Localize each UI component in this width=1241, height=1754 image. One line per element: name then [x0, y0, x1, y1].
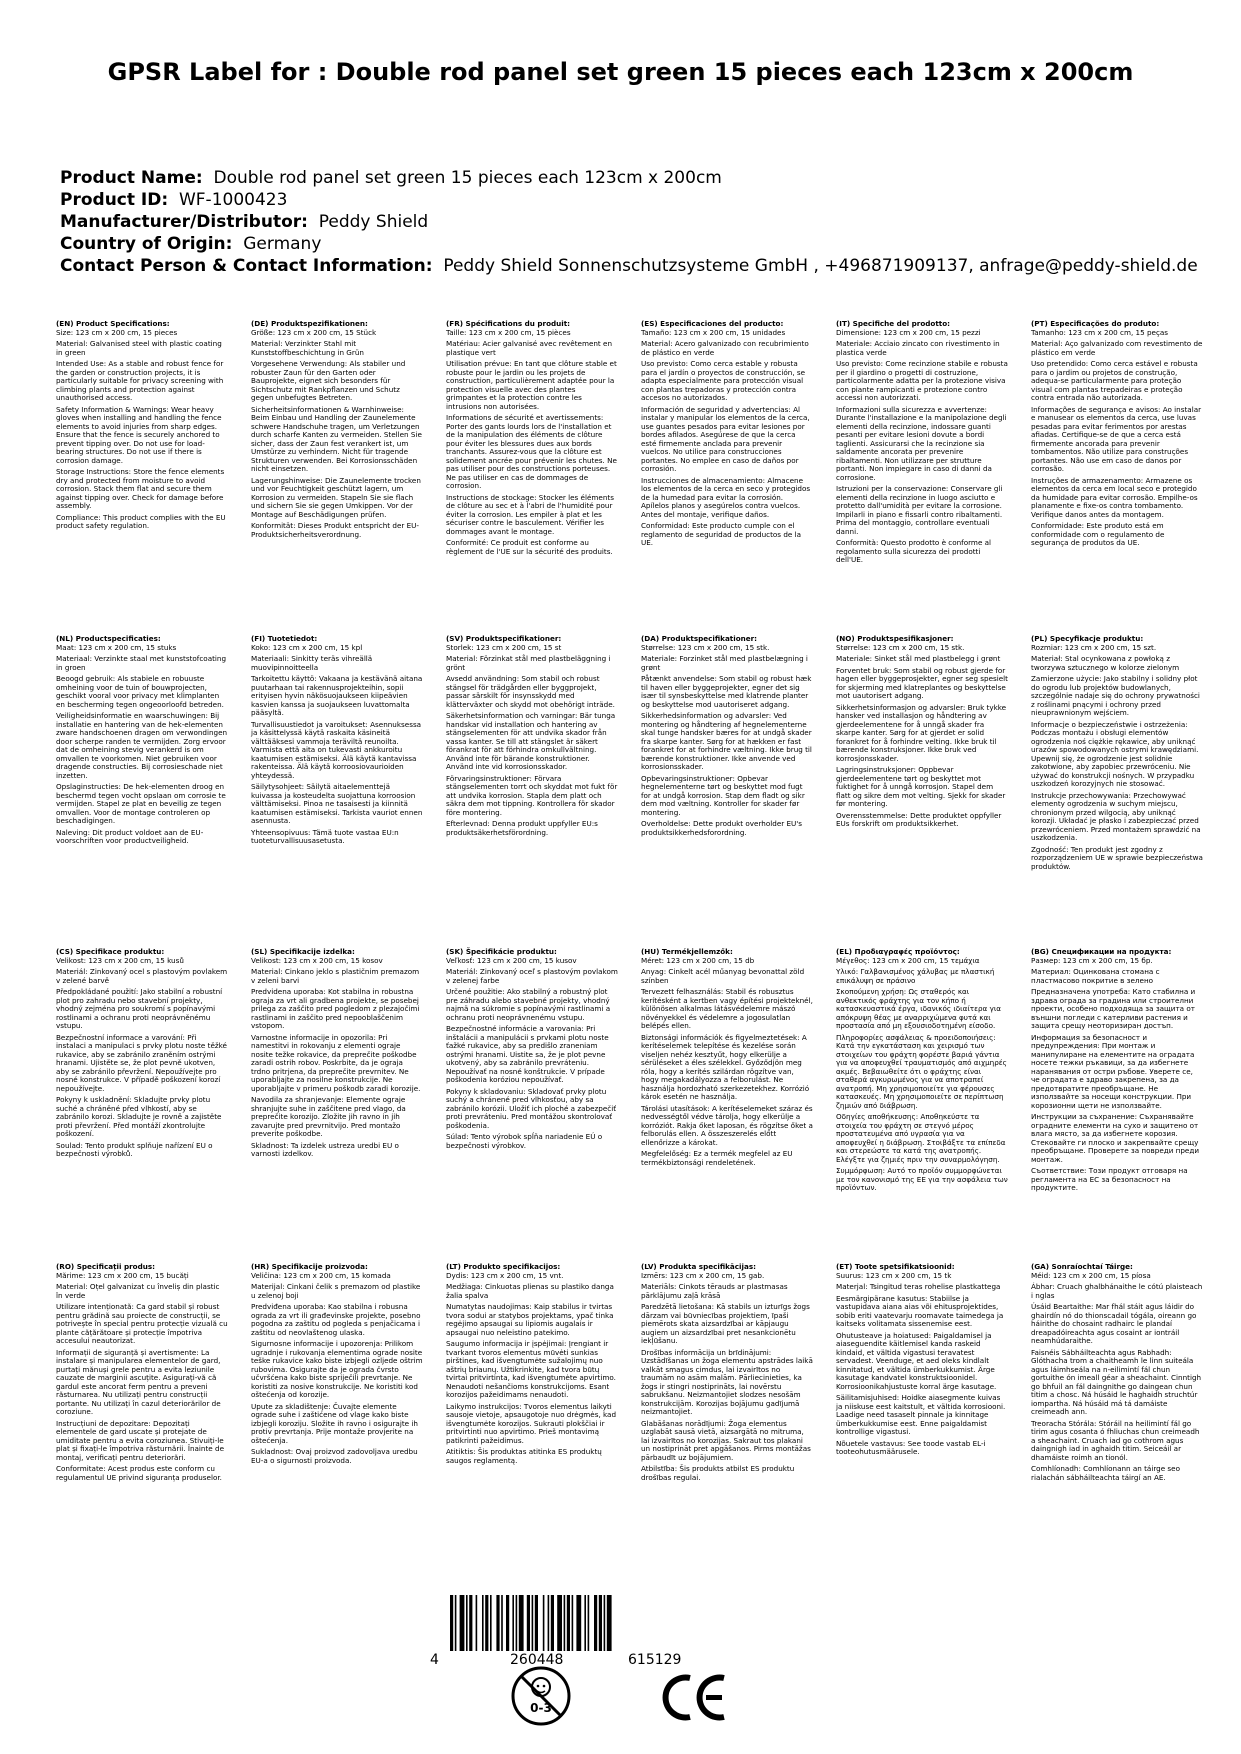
- section-paragraph: Sukladnost: Ovaj proizvod zadovoljava uredbu EU-a o sigurnosti proizvoda.: [251, 1447, 418, 1465]
- section-paragraph: Uso previsto: Come recinzione stabile e robusta per il giardino o progetti di costruzione, particolarmente adatta per la protezione visiva con piante rampicanti e protezione contro accessi non autorizzati.: [836, 359, 1008, 402]
- section-paragraph: Compliance: This product complies with the EU product safety regulation.: [56, 512, 226, 530]
- section-paragraph: Zamierzone użycie: Jako stabilny i solidny płot do ogrodu lub projektów budowlanych, szczególnie nadaje się do ochrony prywatności z roślinami pnącymi i ochrony przed nieuprawnionym wejściem.: [1031, 674, 1200, 717]
- section-paragraph: Zgodność: Ten produkt jest zgodny z rozporządzeniem UE w sprawie bezpieczeństwa produktów.: [1031, 844, 1203, 871]
- section-paragraph: Naleving: Dit product voldoet aan de EU-voorschriften voor productveiligheid.: [56, 827, 204, 845]
- svg-text:0-3: 0-3: [530, 1701, 552, 1715]
- barcode-bar: [469, 1595, 472, 1651]
- section-paragraph: Tamanho: 123 cm x 200 cm, 15 peças: [1031, 327, 1169, 337]
- section-paragraph: Veiligheidsinformatie en waarschuwingen: Bij installatie en hantering van de hek-elementen zware handschoenen dragen om verwondingen door scherpe randen te vermijden. Zorg ervoor dat de omheining stevig verankerd is om omvallen te voorkomen. Niet gebruiken voor dragende constructies. Bij corrosieschade niet inzetten.: [56, 711, 228, 780]
- section-paragraph: Megfelelőség: Ez a termék megfelel az EU termékbiztonsági rendeletének.: [641, 1149, 793, 1167]
- barcode-bar: [512, 1595, 514, 1651]
- language-section: [251, 948, 423, 1162]
- section-paragraph: Informazioni sulla sicurezza e avvertenze: Durante l'installazione e la manipolazione degli elementi della recinzione, indossare guanti pesanti per evitare lesioni dovute a bordi taglienti. Assicurarsi che la recinzione sia saldamente ancorata per prevenire ribaltamenti. Non utilizzare per strutture portanti. Non impiegare in caso di danni da corrosione.: [836, 404, 1007, 482]
- section-paragraph: Efterlevnad: Denna produkt uppfyller EU:s produktsäkerhetsförordning.: [446, 819, 598, 837]
- section-heading: (SV) Produktspecifikationer:: [446, 634, 562, 643]
- language-section: [641, 635, 813, 840]
- section-paragraph: Sigurnosne informacije i upozorenja: Prilikom ugradnje i rukovanja elementima ograde nosite teške rukavice kako biste izbjegli ozljede oštrim rubovima. Osigurajte da je ograda čvrsto učvršćena kako biste spriječili prevrtanje. Ne koristiti za nosive konstrukcije. Ne koristiti kod oštećenja od korozije.: [251, 1339, 423, 1399]
- section-paragraph: Materiale: Acciaio zincato con rivestimento in plastica verde: [836, 339, 1000, 357]
- section-heading: (ES) Especificaciones del producto:: [641, 319, 784, 328]
- barcode-bar: [501, 1595, 503, 1651]
- barcode-bar: [551, 1595, 554, 1651]
- language-section: [1031, 1263, 1203, 1485]
- section-paragraph: Σκοπούμενη χρήση: Ως σταθερός και ανθεκτικός φράχτης για τον κήπο ή κατασκευαστικά έργα, ιδανικός ιδιαίτερα για απόκρυψη θέας με αναρριχώμενα φυτά και προστασία από μη εξουσιοδοτημένη είσοδο.: [836, 987, 1001, 1030]
- section-paragraph: Οδηγίες αποθήκευσης: Αποθηκεύστε τα στοιχεία του φράχτη σε στεγνό μέρος προστατευμένα από υγρασία για να αποφευχθεί η διάβρωση. Στοιβάξτε τα επίπεδα και στερεώστε τα κατά της ανατροπής. Ελέγξτε για ζημιές πριν την συναρμολόγηση.: [836, 1112, 1006, 1164]
- section-paragraph: Velikost: 123 cm x 200 cm, 15 kusů: [56, 955, 184, 965]
- section-paragraph: Størrelse: 123 cm x 200 cm, 15 stk.: [836, 642, 965, 652]
- barcode-bar: [543, 1595, 545, 1651]
- section-paragraph: Konformität: Dieses Produkt entspricht der EU-Produktsicherheitsverordnung.: [251, 521, 420, 539]
- section-paragraph: Opslaginstructies: De hek-elementen droog en beschermd tegen vocht opslaan om corrosie te vermijden. Stapel ze plat en beveilig ze tegen omvallen. Voor de montage controleren op beschadigingen.: [56, 782, 226, 825]
- section-paragraph: Vorgesehene Verwendung: Als stabiler und robuster Zaun für den Garten oder Bauprojekte, eignet sich besonders für Sichtschutz mit Rankpflanzen und Schutz gegen unbefugtes Betreten.: [251, 359, 406, 402]
- section-paragraph: Instrukcje przechowywania: Przechowywać elementy ogrodzenia w suchym miejscu, chronionym przed wilgocią, aby uniknąć korozji. Układać je płasko i zabezpieczać przed przewróceniem. Przed montażem sprawdzić na uszkodzenia.: [1031, 790, 1201, 842]
- section-paragraph: Koko: 123 cm x 200 cm, 15 kpl: [251, 642, 363, 652]
- barcode-lead-digit: 4: [430, 1652, 439, 1668]
- barcode-bar: [516, 1595, 518, 1651]
- section-paragraph: Storlek: 123 cm x 200 cm, 15 st: [446, 642, 562, 652]
- barcode-bar: [527, 1595, 530, 1651]
- section-paragraph: Saugumo informacija ir įspėjimai: Įrengiant ir tvarkant tvoros elementus mūvėti sunkias pirštines, kad išvengtumėte sužalojimų nuo aštrių briaunų. Užtikrinkite, kad tvora būtų tvirtai pritvirtinta, kad išvengtumėte apvirtimo. Nenaudoti nešančioms konstrukcijoms. Esant korozijos pažeidimams nenaudoti.: [446, 1339, 616, 1399]
- section-heading: (EN) Product Specifications:: [56, 319, 170, 328]
- barcode-bar: [532, 1595, 534, 1651]
- section-heading: (GA) Sonraíochtaí Táirge:: [1031, 1262, 1133, 1271]
- section-heading: (CS) Specifikace produktu:: [56, 947, 165, 956]
- section-paragraph: Sikkerhedsinformation og advarsler: Ved montering og håndtering af hegnelementerne skal tunge handsker bæres for at undgå skader fra skarpe kanter. Sørg for at hækken er fast forankret for at forhindre væltning. Ikke brug til bærende konstruktioner. Ikke anvende ved korrosionsskader.: [641, 711, 812, 771]
- section-paragraph: Předpokládané použití: Jako stabilní a robustní plot pro zahradu nebo stavební projekty, vhodný zejména pro soukromí s popínavými rostlinami a ochranu proti neoprávněnému vstupu.: [56, 987, 223, 1030]
- page-title: GPSR Label for : Double rod panel set green 15 pieces each 123cm x 200cm: [107, 58, 1134, 86]
- section-paragraph: Navodila za shranjevanje: Elemente ograje shranjujte suhe in zaščitene pred vlago, da preprečite korozijo. Zložite jih ravno in jih zavarujte pred prevrnitvijo. Pred montažo preverite poškodbe.: [251, 1095, 406, 1138]
- section-paragraph: Intended Use: As a stable and robust fence for the garden or construction projects, it is particularly suitable for privacy screening with climbing plants and protection against unauthorised access.: [56, 359, 224, 402]
- section-heading: (NO) Produktspesifikasjoner:: [836, 634, 954, 643]
- section-paragraph: Informações de segurança e avisos: Ao instalar e manusear os elementos da cerca, use luvas pesadas para evitar ferimentos por arestas afiadas. Certifique-se de que a cerca está firmemente ancorada para prevenir tombamentos. Não utilize para construções portantes. Não use em caso de danos por corrosão.: [1031, 404, 1202, 473]
- section-paragraph: Информация за безопасност и предупреждения: При монтаж и манипулиране на елементите на оградата носете тежки ръкавици, за да избегнете наранявания от остри ръбове. Уверете се, че оградата е здраво закрепена, за да предотвратите преобръщане. Не използвайте за носещи конструкции. При корозионни щети не използвайте.: [1031, 1032, 1195, 1110]
- section-paragraph: Tárolási utasítások: A kerítéselemeket száraz és nedvességtől védve tárolja, hogy elkerülje a korróziót. Rakja őket laposan, és rögzítse őket a felborulás ellen. A összeszerelés előtt ellenőrizze a károkat.: [641, 1103, 813, 1147]
- section-paragraph: Taille: 123 cm x 200 cm, 15 pièces: [446, 327, 571, 337]
- section-heading: (IT) Specifiche del prodotto:: [836, 319, 951, 328]
- section-paragraph: Anyag: Cinkelt acél műanyag bevonattal zöld színben: [641, 967, 805, 985]
- section-paragraph: Informații de siguranță și avertismente: La instalare și manipularea elementelor de gard, purtați mănuși grele pentru a evita leziunile cauzate de marginii ascuțite. Asigurați-vă că gardul este ancorat ferm pentru a preveni răsturnarea. Nu utilizați pentru construcții portante. Nu utilizați în cazul deteriorărilor de coroziune.: [56, 1347, 221, 1416]
- section-paragraph: Méid: 123 cm x 200 cm, 15 píosa: [1031, 1270, 1151, 1280]
- section-paragraph: Materiale: Sinket stål med plastbelegg i grønt: [836, 654, 1001, 663]
- language-section: [251, 635, 423, 849]
- section-paragraph: Predvidena uporaba: Kot stabilna in robustna ograja za vrt ali gradbena projekte, se posebej prilega za zaščito pred pogledom z plezajočimi rastlinami in zaščito pred nepooblaščenim vstopom.: [251, 987, 420, 1030]
- section-paragraph: Materiaali: Sinkitty teräs vihreällä muovipinnoitteella: [251, 654, 373, 672]
- ce-mark-icon: [660, 1670, 730, 1725]
- info-value: Peddy Shield: [318, 212, 429, 232]
- section-paragraph: Predviđena uporaba: Kao stabilna i robusna ograda za vrt ili građevinske projekte, posebno pogodna za zaštitu od pogleda s penjačicama i zaštitu od neovlaštenog ulaska.: [251, 1302, 421, 1337]
- section-heading: (DA) Produktspecifikationer:: [641, 634, 758, 643]
- section-paragraph: Utilizare intenționată: Ca gard stabil și robust pentru grădină sau proiecte de construcții, se potrivește în special pentru protecție vizuală cu plante cățărătoare și protecție împotriva accesului neautorizat.: [56, 1302, 228, 1345]
- barcode-bar: [604, 1595, 606, 1651]
- language-section: [251, 320, 423, 542]
- section-paragraph: Lagringsinstruksjoner: Oppbevar gjerdeelementene tørt og beskyttet mot fuktighet for å unngå korrosjon. Stapel dem flatt og sikre dem mot velting. Sjekk for skader før montering.: [836, 765, 1006, 808]
- language-section: [836, 635, 1008, 832]
- language-section: [56, 1263, 228, 1485]
- section-paragraph: Eesmärgipärane kasutus: Stabiilse ja vastupidava aiana aias või ehitusprojektides, sobib eriti vaatevarju roomavate taimedega ja kaitseks volitamata sissenemise eest.: [836, 1293, 1004, 1328]
- section-heading: (ET) Toote spetsifikatsioonid:: [836, 1262, 955, 1271]
- section-paragraph: Materiál: Zinkovaný oceľ s plastovým povlakom v zelenej farbe: [446, 967, 618, 985]
- section-paragraph: Материал: Оцинкована стомана с пластмасово покритие в зелено: [1031, 967, 1160, 985]
- section-paragraph: Uso previsto: Como cerca estable y robusta para el jardín o proyectos de construcción, se adapta especialmente para protección visual con plantas trepadoras y protección contra accesos no autorizados.: [641, 359, 806, 402]
- section-paragraph: Úsáid Beartaithe: Mar fhál stáit agus láidir do ghairdín nó do thionscadail tógála, oireann go háirithe do chosaint radhairc le plandaí dreapadóireachta agus cosaint ar iontráil neamhúdaraithe.: [1031, 1302, 1197, 1345]
- section-paragraph: Istruzioni per la conservazione: Conservare gli elementi della recinzione in luogo asciutto e protetto dall'umidità per evitare la corrosione. Impilarli in piano e fissarli contro ribaltamenti. Prima del montaggio, controllare eventuali danni.: [836, 484, 1003, 536]
- section-paragraph: Soulad: Tento produkt splňuje nařízení EU o bezpečnosti výrobků.: [56, 1140, 213, 1158]
- section-paragraph: Mărime: 123 cm x 200 cm, 15 bucăți: [56, 1270, 189, 1280]
- barcode-bars: [448, 1595, 728, 1651]
- section-paragraph: Säkerhetsinformation och varningar: Bär tunga handskar vid installation och hantering av stängselementen för att undvika skador från vassa kanter. Se till att stängslet är säkert förankrat för att förhindra omkullvältning. Använd inte för bärande konstruktioner. Använd inte vid korrosionsskador.: [446, 711, 616, 771]
- section-paragraph: Instrucciones de almacenamiento: Almacene los elementos de la cerca en seco y protegidos de la humedad para evitar la corrosión. Apílelos planos y asegúrelos contra vuelcos. Antes del montaje, verifique daños.: [641, 475, 811, 519]
- language-section: [56, 948, 228, 1162]
- section-paragraph: Matériau: Acier galvanisé avec revêtement en plastique vert: [446, 339, 612, 357]
- barcode-bar: [450, 1595, 453, 1651]
- product-id-row: [60, 189, 1200, 211]
- section-paragraph: Instrucțiuni de depozitare: Depozitați elementele de gard uscate și protejate de umiditate pentru a evita coroziunea. Stivuiți-le plat și fixați-le împotriva răsturnării. Înainte de montaj, verificați pentru deteriorări.: [56, 1418, 224, 1462]
- product-info: [60, 167, 1200, 277]
- section-paragraph: Størrelse: 123 cm x 200 cm, 15 stk.: [641, 642, 770, 652]
- country-row: [60, 233, 1200, 255]
- section-paragraph: Beoogd gebruik: Als stabiele en robuuste omheining voor de tuin of bouwprojecten, geschikt vooral voor privacy met klimplanten en bescherming tegen ongeoorloofd betreden.: [56, 674, 224, 709]
- language-section: [446, 948, 618, 1153]
- section-paragraph: Material: Cinkano jeklo s plastičnim premazom v zeleni barvi: [251, 967, 420, 985]
- section-paragraph: Treoracha Stórála: Stóráil na heilimintí fál go tirim agus cosanta ó fhliuchas chun creimeadh a sheachaint. Cruach iad go cothrom agus daingnigh iad in aghaidh titim. Seiceáil ar dhamáiste roimh an tionól.: [1031, 1418, 1200, 1462]
- info-label: Contact Person & Contact Information:: [60, 256, 433, 276]
- section-paragraph: Atbilstība: Šis produkts atbilst ES produktu drošības regulai.: [641, 1464, 795, 1482]
- info-label: Manufacturer/Distributor:: [60, 212, 308, 232]
- barcode-bar: [564, 1595, 566, 1651]
- language-section: [56, 635, 228, 849]
- barcode-bar: [584, 1595, 586, 1651]
- section-heading: (LT) Produkto specifikacijos:: [446, 1262, 561, 1271]
- language-section: [1031, 948, 1203, 1196]
- section-paragraph: Suurus: 123 cm x 200 cm, 15 tk: [836, 1270, 952, 1280]
- barcode-bar: [455, 1595, 457, 1651]
- section-paragraph: Faisnéis Sábháilteachta agus Rabhadh: Glóthacha trom a chaitheamh le linn suiteála agus láimhseála na n-eilimintí fál chun gortuithe ón imeall géar a sheachaint. Cinntigh go bhfuil an fál daingnithe go daingean chun titim a chosc. Ná húsáid le haghaidh struchtúr iompartha. Ná húsáid má tá damáiste creimeadh ann.: [1031, 1347, 1202, 1416]
- contact-row: [60, 255, 1200, 277]
- section-paragraph: Velikost: 123 cm x 200 cm, 15 kosov: [251, 955, 383, 965]
- section-paragraph: Pokyny k uskladnění: Skladujte prvky plotu suché a chráněné před vlhkostí, aby se zabránilo korozi. Skladujte je rovně a zajistěte proti převržení. Před montáží zkontrolujte poškození.: [56, 1095, 222, 1138]
- barcode-bar: [496, 1595, 499, 1651]
- language-section: [836, 320, 1008, 568]
- language-section: [641, 320, 813, 551]
- section-paragraph: Påtænkt anvendelse: Som stabil og robust hæk til haven eller byggeprojekter, egner det sig især til synsbeskyttelse med klatrende planter og beskyttelse mod uautoriseret adgang.: [641, 674, 812, 709]
- section-paragraph: Material: Oțel galvanizat cu înveliș din plastic în verde: [56, 1282, 220, 1300]
- section-paragraph: Μέγεθος: 123 cm x 200 cm, 15 τεμάχια: [836, 955, 980, 965]
- language-section: [1031, 635, 1203, 874]
- section-paragraph: Materiaal: Verzinkte staal met kunststofcoating in groen: [56, 654, 227, 672]
- section-paragraph: Säilitamisjuhised: Hoidke aiasegmente kuivas ja niiskuse eest kaitstult, et vältida korrosiooni. Laadige need tasaselt pinnale ja kinnitage ümberkukkumise eest. Enne paigaldamist kontrollige vigastusi.: [836, 1393, 1006, 1436]
- section-paragraph: Material: Galvanised steel with plastic coating in green: [56, 339, 222, 357]
- section-paragraph: Ábhar: Cruach ghalbhánaithe le cótú plaisteach i nglas: [1031, 1282, 1203, 1300]
- section-paragraph: Numatytas naudojimas: Kaip stabilus ir tvirtas tvora sodui ar statybos projektams, ypač tinka regėjimo apsaugai su lipiomis augalais ir apsaugai nuo neleistino patekimo.: [446, 1302, 614, 1337]
- section-paragraph: Instruções de armazenamento: Armazene os elementos da cerca em local seco e protegido da humidade para evitar corrosão. Empilhe-os planamente e fixe-os contra tombamento. Verifique danos antes da montagem.: [1031, 475, 1198, 519]
- section-paragraph: Material: Förzinkat stål med plastbeläggning i grönt: [446, 654, 611, 672]
- barcode-bar: [482, 1595, 484, 1651]
- section-paragraph: Förvaringsinstruktioner: Förvara stängselementen torrt och skyddat mot fukt för att undvika korrosion. Stapla dem platt och säkra dem mot tippning. Kontrollera för skador före montering.: [446, 773, 618, 817]
- section-heading: (FI) Tuotetiedot:: [251, 634, 318, 643]
- info-label: Product ID:: [60, 190, 169, 210]
- section-paragraph: Drošības informācija un brīdinājumi: Uzstādīšanas un žoga elementu apstrādes laikā valkāt smagus cimdus, lai izvairītos no traumām no asām malām. Pārliecinieties, ka žogs ir stingri nostiprināts, lai novērstu sabrukšanu. Neizmantojiet slodzes nesošām konstrukcijām. Korozijas bojājumu gadījumā neizmantojiet.: [641, 1347, 813, 1416]
- info-value: Germany: [243, 234, 322, 254]
- section-paragraph: Avsedd användning: Som stabil och robust stängsel för trädgården eller byggprojekt, passar särskilt för insynsskydd med klätterväxter och skydd mot obehörigt inträde.: [446, 674, 615, 709]
- language-section: [641, 948, 813, 1170]
- language-section: [1031, 320, 1203, 551]
- section-paragraph: Ohutusteave ja hoiatused: Paigaldamisel ja aiaseguendite käitlemisel kanda raskeid kindaid, et vältida vigastusi teravatest servadest. Veenduge, et aed oleks kindlalt kinnitatud, et vältida ümberkukkumist. Ärge kasutage kandvatel konstruktsioonidel. Korrosioonikahjustuste korral ärge kasutage.: [836, 1330, 997, 1391]
- section-paragraph: Υλικό: Γαλβανισμένος χάλυβας με πλαστική επικάλυψη σε πράσινο: [836, 967, 995, 985]
- section-paragraph: Varnostne informacije in opozorila: Pri namestitvi in rokovanju z elementi ograje nosite težke rokavice, da preprečite poškodbe zaradi ostrih robov. Poskrbite, da je ograja trdno pritrjena, da preprečite prevrnitev. Ne uporabljajte za nosilne konstrukcije. Ne uporabljajte v primeru poškodb zaradi korozije.: [251, 1032, 421, 1093]
- section-paragraph: Conformidade: Este produto está em conformidade com o regulamento de segurança de produtos da UE.: [1031, 521, 1165, 547]
- barcode-bar: [506, 1595, 509, 1651]
- section-heading: (RO) Specificații produs:: [56, 1262, 155, 1271]
- section-paragraph: Dydis: 123 cm x 200 cm, 15 vnt.: [446, 1270, 564, 1280]
- section-paragraph: Información de seguridad y advertencias: Al instalar y manipular los elementos de la cerca, use guantes pesados para evitar lesiones por bordes afilados. Asegúrese de que la cerca esté firmemente anclada para prevenir vuelcos. No utilice para construcciones portantes. No emplee en caso de daños por corrosión.: [641, 404, 810, 473]
- section-paragraph: Conformitate: Acest produs este conform cu regulamentul UE privind siguranța produselor.: [56, 1464, 222, 1482]
- section-paragraph: Material: Aço galvanizado com revestimento de plástico em verde: [1031, 339, 1203, 357]
- section-paragraph: Materiale: Forzinket stål med plastbelægning i grønt: [641, 654, 808, 672]
- barcode: [430, 1595, 750, 1675]
- section-paragraph: Overensstemmelse: Dette produktet oppfyller EUs forskrift om produktsikkerhet.: [836, 810, 1002, 828]
- section-paragraph: Safety Information & Warnings: Wear heavy gloves when installing and handling the fence elements to avoid injuries from sharp edges. Ensure that the fence is securely anchored to prevent tipping over. Do not use for load-bearing structures. Do not use if there is corrosion damage.: [56, 404, 222, 465]
- section-paragraph: Größe: 123 cm x 200 cm, 15 Stück: [251, 327, 377, 337]
- section-paragraph: Sikkerhetsinformasjon og advarsler: Bruk tykke hansker ved installasjon og håndtering av gjerdeelementene for å unngå skader fra skarpe kanter. Sørg for at gjerdet er solid forankret for å forhindre velting. Ikke bruk til bærende konstruksjoner. Ikke bruk ved korrosjonsskader.: [836, 702, 1007, 763]
- section-paragraph: Yhteensopivuus: Tämä tuote vastaa EU:n tuoteturvallisuusasetusta.: [251, 827, 399, 845]
- section-paragraph: Instructions de stockage: Stocker les éléments de clôture au sec et à l'abri de l'humidité pour éviter la corrosion. Les empiler à plat et les sécuriser contre le basculement. Vérifier les dommages avant le montage.: [446, 492, 614, 536]
- section-paragraph: Upute za skladištenje: Čuvajte elemente ograde suhe i zaštićene od vlage kako biste izbjegli koroziju. Složite ih ravno i osigurajte ih protiv prevrtanja. Prije montaže provjerite na oštećenja.: [251, 1401, 418, 1445]
- info-value: Double rod panel set green 15 pieces each 123cm x 200cm: [213, 168, 722, 188]
- section-heading: (SL) Specifikacije izdelka:: [251, 947, 355, 956]
- section-paragraph: Overholdelse: Dette produkt overholder EU's produktsikkerhedsforordning.: [641, 819, 803, 837]
- section-paragraph: Izmērs: 123 cm x 200 cm, 15 gab.: [641, 1270, 765, 1280]
- barcode-bar: [588, 1595, 590, 1651]
- barcode-bar: [594, 1595, 597, 1651]
- language-section: [641, 1263, 813, 1485]
- section-paragraph: Atitiktis: Šis produktas atitinka ES produktų saugos reglamentą.: [446, 1447, 602, 1465]
- barcode-bar: [576, 1595, 581, 1651]
- section-heading: (LV) Produkta specifikācijas:: [641, 1262, 756, 1271]
- barcode-bar: [476, 1595, 478, 1651]
- barcode-group-1: 260448: [510, 1652, 564, 1668]
- section-heading: (BG) Спецификации на продукта:: [1031, 947, 1172, 956]
- section-paragraph: Veľkosť: 123 cm x 200 cm, 15 kusov: [446, 955, 577, 965]
- barcode-group-2: 615129: [628, 1652, 682, 1668]
- section-heading: (NL) Productspecificaties:: [56, 634, 161, 643]
- section-paragraph: Turvallisuustiedot ja varoitukset: Asennuksessa ja käsittelyssä käytä raskaita käsineitä välttääksesi vammoja teräviltä reunoilta. Varmista että aita on tukevasti ankkuroitu kaatumisen estämiseksi. Älä käytä kantavissa rakenteissa. Älä käytä korroosiovaurioiden yhteydessä.: [251, 719, 422, 780]
- section-paragraph: Súlad: Tento výrobok spĺňa nariadenie EÚ o bezpečnosti výrobkov.: [446, 1132, 603, 1150]
- section-paragraph: Предназначена употреба: Като стабилна и здрава ограда за градина или строителни проекти, особено подходяща за защита от външни погледи с катерливи растения и защита срещу неоторизиран достъп.: [1031, 987, 1196, 1030]
- section-paragraph: Съответствие: Този продукт отговаря на регламента на ЕС за безопасност на продуктите.: [1031, 1166, 1188, 1192]
- section-paragraph: Biztonsági információk és figyelmeztetések: A kerítéselemek telepítése és kezelése során viseljen nehéz kesztyűt, hogy elkerülje a sérüléseket a éles szélekkel. Győződjön meg róla, hogy a kerítés szilárdan rögzítve van, hogy megakadályozza a felborulást. Ne használja hordozható szerkezetekhez. Korrózió károk esetén ne használja.: [641, 1032, 810, 1101]
- section-paragraph: Paredzētā lietošana: Kā stabils un izturīgs žogs dārzam vai būvniecības projektiem, īpaši piemērots skata aizsardzībai ar kāpjaugu augiem un aizsardzībai pret nesankcionētu iekļūšanu.: [641, 1302, 810, 1345]
- section-paragraph: Informations de sécurité et avertissements: Porter des gants lourds lors de l'installation et de la manipulation des éléments de clôture pour éviter les blessures dues aux bords tranchants. Assurez-vous que la clôture est solidement ancrée pour prévenir les chutes. Ne pas utiliser pour des constructions porteuses. Ne pas utiliser en cas de dommages de corrosion.: [446, 413, 617, 490]
- section-paragraph: Conformidad: Este producto cumple con el reglamento de seguridad de productos de la UE.: [641, 521, 801, 547]
- section-paragraph: Uso pretendido: Como cerca estável e robusta para o jardim ou projetos de construção, adequa-se particularmente para proteção visual com plantas trepadeiras e proteção contra entrada não autorizada.: [1031, 359, 1198, 402]
- info-label: Country of Origin:: [60, 234, 233, 254]
- section-paragraph: Materiał: Stal ocynkowana z powłoką z tworzywa sztucznego w kolorze zielonym: [1031, 654, 1180, 672]
- barcode-bar: [548, 1595, 550, 1651]
- age-warning-0-3-icon: [510, 1665, 572, 1727]
- barcode-bar: [599, 1595, 602, 1651]
- section-paragraph: Nõuetele vastavus: See toode vastab EL-i tooteohutusmäärusele.: [836, 1438, 986, 1456]
- section-paragraph: Tarkoitettu käyttö: Vakaana ja kestävänä aitana puutarhaan tai rakennusprojekteihin, sopii erityisen hyvin näkösuojaukseen kiipeävien kasvien kanssa ja suojaukseen luvattomalta pääsyltä.: [251, 674, 423, 717]
- barcode-bar: [567, 1595, 570, 1651]
- section-paragraph: Conformité: Ce produit est conforme au règlement de l'UE sur la sécurité des produits.: [446, 538, 613, 556]
- language-section: [446, 1263, 618, 1468]
- section-paragraph: Bezpečnostné informácie a varovania: Pri inštalácii a manipulácii s prvkami plotu noste ťažké rukavice, aby sa predišlo zraneniam ostrými hranami. Uistite sa, že je plot pevne ukotvený, aby sa zabránilo prevráteniu. Nepoužívať na nosné konštrukcie. V prípade poškodenia koróziou nepoužívať.: [446, 1024, 609, 1084]
- section-paragraph: Size: 123 cm x 200 cm, 15 pieces: [56, 327, 178, 337]
- info-value: Peddy Shield Sonnenschutzsysteme GmbH , +496871909137, anfrage@peddy-shield.de: [443, 256, 1198, 276]
- section-paragraph: Materiál: Zinkovaný ocel s plastovým povlakem v zelené barvě: [56, 967, 228, 985]
- section-paragraph: Comhlíonadh: Comhlíonann an táirge seo rialachán sábháilteachta táirgí an AE.: [1031, 1464, 1180, 1482]
- section-paragraph: Pokyny k skladovaniu: Skladovať prvky plotu suchý a chránené pred vlhkosťou, aby sa zabránilo korózii. Uložiť ich ploché a zabezpečiť proti prevráteniu. Pred montážou skontrolovať poškodenia.: [446, 1086, 617, 1130]
- section-paragraph: Sicherheitsinformationen & Warnhinweise: Beim Einbau und Handling der Zaunelemente schwere Handschuhe tragen, um Verletzungen durch scharfe Kanten zu vermeiden. Stellen Sie sicher, dass der Zaun fest verankert ist, um Umstürze zu verhindern. Nicht für tragende Strukturen verwenden. Bei Korrosionsschäden nicht einsetzen.: [251, 404, 422, 473]
- info-label: Product Name:: [60, 168, 203, 188]
- section-paragraph: Materiāls: Cinkots tērauds ar plastmasas pārklājumu zaļā krāsā: [641, 1282, 788, 1300]
- section-paragraph: Säilytysohjeet: Säilytä aitaelementtejä kuivassa ja kosteudelta suojattuna korroosion välttämiseksi. Pinoa ne tasaisesti ja kiinnitä kaatumisen estämiseksi. Tarkista vauriot ennen asennusta.: [251, 782, 423, 825]
- section-paragraph: Tamaño: 123 cm x 200 cm, 15 unidades: [641, 327, 786, 337]
- section-paragraph: Rozmiar: 123 cm x 200 cm, 15 szt.: [1031, 642, 1157, 652]
- language-section: [56, 320, 228, 534]
- section-heading: (DE) Produktspezifikationen:: [251, 319, 368, 328]
- section-paragraph: Dimensione: 123 cm x 200 cm, 15 pezzi: [836, 327, 981, 337]
- barcode-bar: [460, 1595, 465, 1651]
- section-heading: (SK) Špecifikácie produktu:: [446, 947, 557, 956]
- barcode-bar: [519, 1595, 524, 1651]
- section-heading: (HR) Specifikacije proizvoda:: [251, 1262, 368, 1271]
- barcode-bar: [490, 1595, 492, 1651]
- language-section: [836, 1263, 1008, 1460]
- section-paragraph: Skladnost: Ta izdelek ustreza uredbi EU o varnosti izdelkov.: [251, 1140, 399, 1158]
- section-paragraph: Méret: 123 cm x 200 cm, 15 db: [641, 955, 755, 965]
- section-paragraph: Opbevaringsinstruktioner: Opbevar hegnelementerne tørt og beskyttet mod fugt for at undgå korrosion. Stap dem fladt og sikr dem mod væltning. Kontroller for skader før montering.: [641, 773, 805, 817]
- barcode-bar: [572, 1595, 574, 1651]
- manufacturer-row: [60, 211, 1200, 233]
- barcode-bar: [557, 1595, 562, 1651]
- language-section: [836, 948, 1008, 1196]
- section-paragraph: Určené použitie: Ako stabilný a robustný plot pre záhradu alebo stavebné projekty, vhodný najmä na súkromie s popínavými rastlinami a ochranu proti neoprávnenému vstupu.: [446, 987, 611, 1022]
- section-paragraph: Maat: 123 cm x 200 cm, 15 stuks: [56, 642, 177, 652]
- section-paragraph: Laikymo instrukcijos: Tvoros elementus laikyti sausoje vietoje, apsaugotoje nuo drėgmės, kad išvengtumėte korozijos. Sukrauti plokščiai ir pritvirtinti nuo apvirtimo. Prieš montavimą patikrinti pažeidimus.: [446, 1401, 617, 1445]
- section-heading: (FR) Spécifications du produit:: [446, 319, 571, 328]
- product-name-row: [60, 167, 1200, 189]
- section-paragraph: Conformità: Questo prodotto è conforme al regolamento sulla sicurezza dei prodotti dell'UE.: [836, 538, 992, 564]
- section-paragraph: Размер: 123 cm x 200 cm, 15 бр.: [1031, 955, 1153, 965]
- section-paragraph: Συμμόρφωση: Αυτό το προϊόν συμμορφώνεται με τον κανονισμό της ΕΕ για την ασφάλεια των προϊόντων.: [836, 1166, 1008, 1192]
- barcode-bar: [535, 1595, 538, 1651]
- section-paragraph: Forventet bruk: Som stabil og robust gjerde for hagen eller byggeprosjekter, egner seg spesielt for skjerming med klatreplantes og beskyttelse mot uautorisert adgang.: [836, 665, 1008, 700]
- language-section: [446, 320, 618, 559]
- section-paragraph: Utilisation prévue: En tant que clôture stable et robuste pour le jardin ou les projets de construction, particulièrement adaptée pour la protection visuelle avec des plantes grimpantes et la protection contre les intrusions non autorisées.: [446, 359, 617, 411]
- section-paragraph: Bezpečnostní informace a varování: Při instalaci a manipulaci s prvky plotu noste těžké rukavice, aby se zabránilo zraněním ostrými hranami. Ujistěte se, že plot pevně ukotven, aby se zabránilo převržení. Nepoužívejte pro nosné konstrukce. V případě poškození korozí nepoužívejte.: [56, 1032, 227, 1093]
- section-paragraph: Material: Acero galvanizado con recubrimiento de plástico en verde: [641, 339, 809, 357]
- section-heading: (PL) Specyfikacje produktu:: [1031, 634, 1144, 643]
- barcode-bar: [485, 1595, 488, 1651]
- section-heading: (PT) Especificações do produto:: [1031, 319, 1160, 328]
- section-paragraph: Инструкции за съхранение: Съхранявайте оградните елементи на сухо и защитено от влага място, за да избегнете корозия. Стековайте ги плоско и закрепвайте срещу преобръщане. Проверете за повреди преди монтаж.: [1031, 1112, 1199, 1164]
- barcode-bar: [466, 1595, 468, 1651]
- section-paragraph: Veličina: 123 cm x 200 cm, 15 komada: [251, 1270, 391, 1280]
- language-section: [446, 635, 618, 840]
- section-paragraph: Glabāšanas norādījumi: Žoga elementus uzglabāt sausā vietā, aizsargātā no mitruma, lai izvairītos no korozijas. Sakraut tos plakani un nostiprināt pret apgāšanos. Pirms montāžas pārbaudīt uz bojājumiem.: [641, 1418, 811, 1462]
- language-section: [251, 1263, 423, 1468]
- section-paragraph: Materijal: Cinkani čelik s premazom od plastike u zelenoj boji: [251, 1282, 421, 1300]
- section-paragraph: Medžiaga: Cinkuotas plienas su plastiko danga žalia spalva: [446, 1282, 614, 1300]
- section-paragraph: Tervezett felhasználás: Stabil és robusztus kerítésként a kertben vagy építési projekteknél, különösen alkalmas látásvédelemre mászó növényekkel és védelemre a jogosulatlan belépés ellen.: [641, 987, 813, 1030]
- section-paragraph: Material: Verzinkter Stahl mit Kunststoffbeschichtung in Grün: [251, 339, 364, 357]
- section-paragraph: Materjal: Tsingitud teras rohelise plastkattega: [836, 1282, 1001, 1291]
- info-value: WF-1000423: [178, 190, 288, 210]
- section-heading: (HU) Termékjellemzők:: [641, 947, 733, 956]
- section-heading: (EL) Προδιαγραφές προϊόντος:: [836, 947, 960, 956]
- section-paragraph: Πληροφορίες ασφάλειας & προειδοποιήσεις: Κατά την εγκατάσταση και χειρισμό των στοιχείων του φράχτη φορέστε βαριά γάντια για να αποφευχθεί τραυματισμός από αιχμηρές ακμές. Βεβαιωθείτε ότι ο φράχτης είναι σταθερά αγκυρωμένος για να αποτραπεί ανατροπή. Μη χρησιμοποιείτε για φέρουσες κατασκευές. Μη χρησιμοποιείτε σε περίπτωση ζημιών από διάβρωση.: [836, 1032, 1007, 1110]
- section-paragraph: Storage Instructions: Store the fence elements dry and protected from moisture to avoid corrosion. Stack them flat and secure them against tipping over. Check for damage before assembly.: [56, 467, 225, 510]
- section-paragraph: Informacje o bezpieczeństwie i ostrzeżenia: Podczas montażu i obsługi elementów ogrodzenia noś ciężkie rękawice, aby uniknąć urazów spowodowanych ostrymi krawędziami. Upewnij się, że ogrodzenie jest solidnie zakotwione, aby zapobiec przewróceniu. Nie używać do konstrukcji nośnych. W przypadku uszkodzeń korozyjnych nie stosować.: [1031, 719, 1199, 788]
- section-paragraph: Lagerungshinweise: Die Zaunelemente trocken und vor Feuchtigkeit geschützt lagern, um Korrosion zu vermeiden. Stapeln Sie sie flach und sichern Sie sie gegen Umkippen. Vor der Montage auf Beschädigungen prüfen.: [251, 475, 421, 519]
- barcode-bar: [607, 1595, 612, 1651]
